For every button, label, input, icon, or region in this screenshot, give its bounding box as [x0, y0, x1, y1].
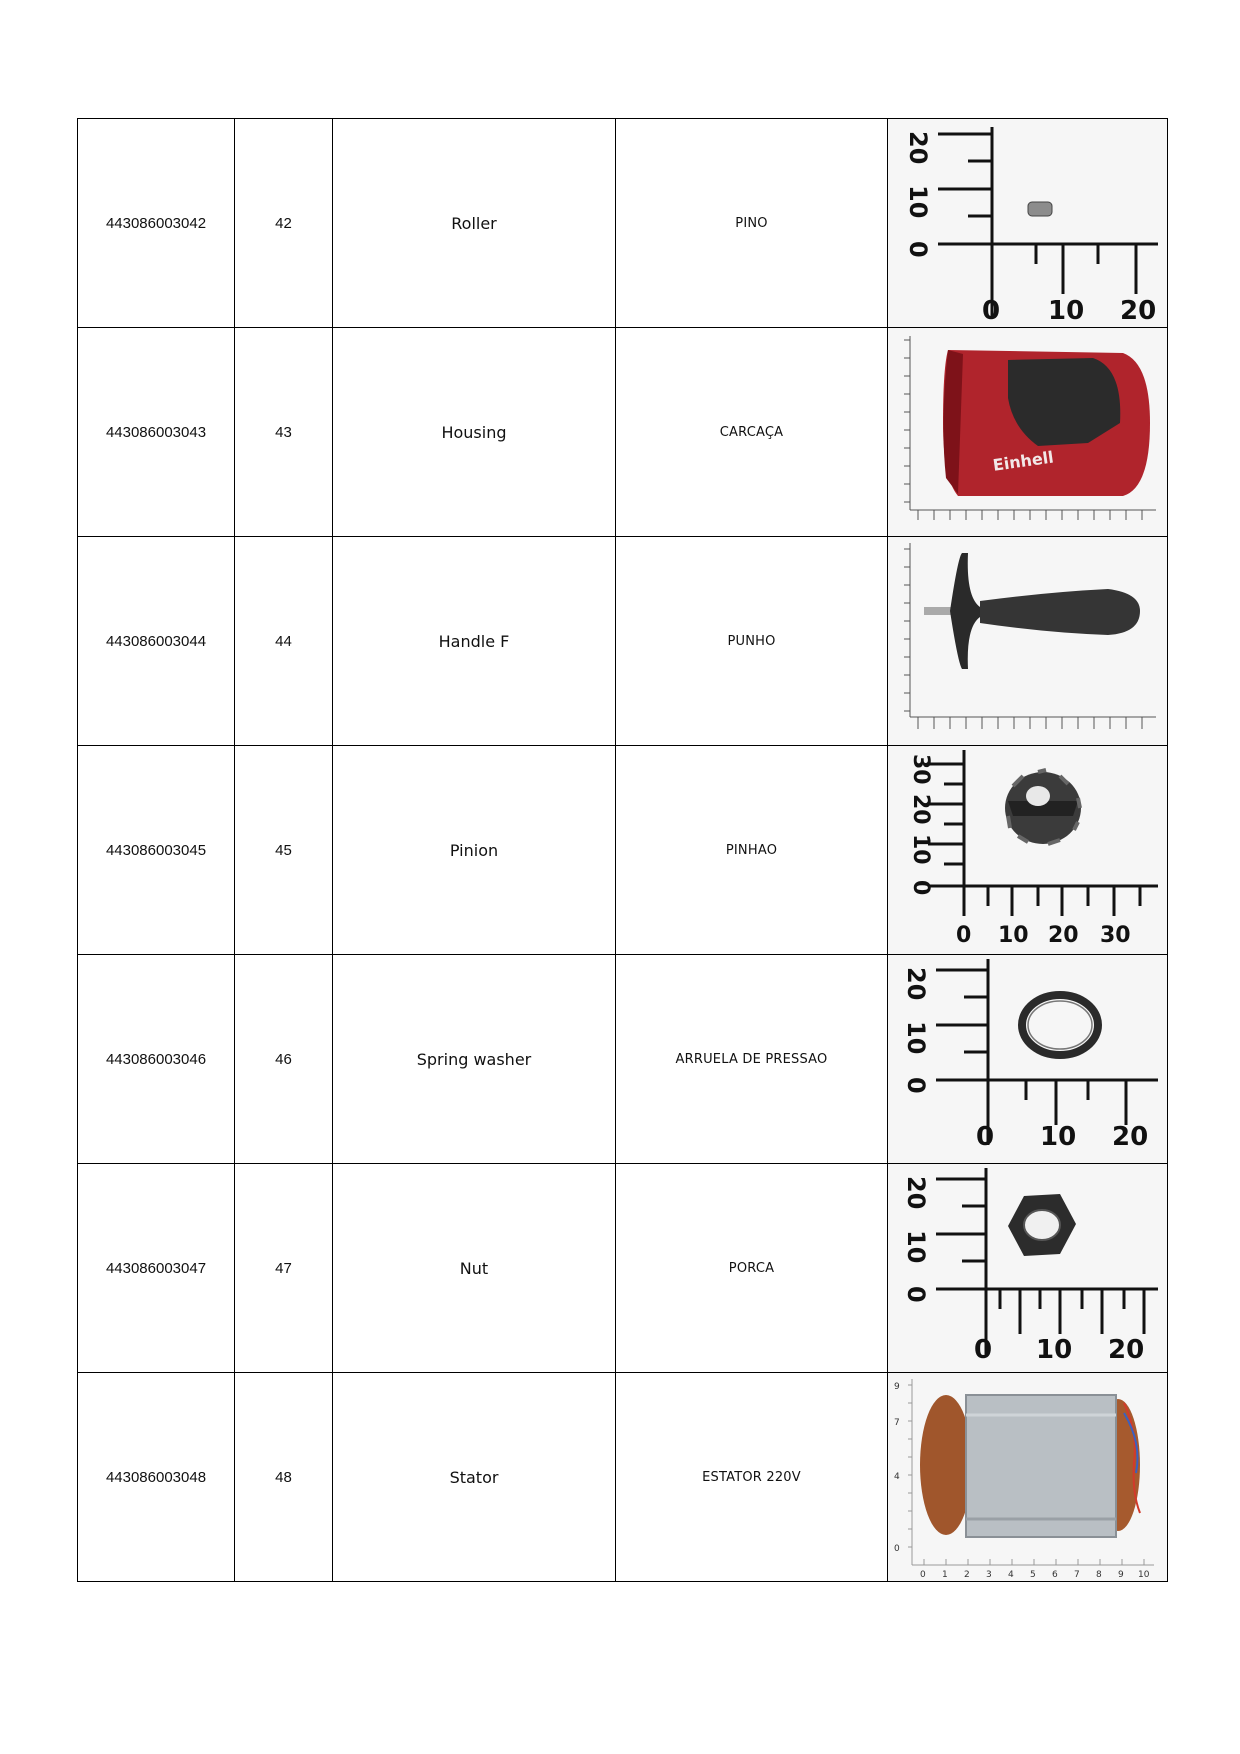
- stator-image: [888, 1373, 1158, 1581]
- part-number: 443086003047: [78, 1164, 235, 1373]
- scale-label-x: 5: [1030, 1570, 1036, 1580]
- scale-label-y: 20: [902, 967, 930, 1001]
- hex-nut-shape: [1008, 1194, 1076, 1256]
- position-number: 42: [235, 119, 333, 328]
- scale-label-x: 0: [974, 1335, 993, 1365]
- part-name-pt: ARRUELA DE PRESSAO: [616, 955, 888, 1164]
- housing-grip: [1008, 358, 1120, 446]
- scale-label-x: 10: [1040, 1122, 1077, 1152]
- scale-label-y: 20: [908, 794, 933, 825]
- scale-label-y: 30: [908, 754, 933, 785]
- table-row: [78, 119, 1168, 328]
- position-number: 45: [235, 746, 333, 955]
- part-name-pt: PORCA: [616, 1164, 888, 1373]
- handle-photo: [888, 537, 1168, 746]
- part-name-pt: PINHAO: [616, 746, 888, 955]
- scale-label-y: 20: [902, 1176, 930, 1210]
- scale-label-y: 0: [894, 1544, 900, 1554]
- parts-table: [77, 118, 1168, 1582]
- scale-label-x: 10: [1036, 1335, 1073, 1365]
- part-number: 443086003045: [78, 746, 235, 955]
- scale-label-x: 0: [982, 296, 1001, 326]
- table-row: [78, 537, 1168, 746]
- table-row: [78, 1164, 1168, 1373]
- housing-image: [888, 328, 1158, 536]
- scale-label-x: 10: [998, 923, 1029, 948]
- scale-label-x: 10: [1048, 296, 1085, 326]
- scale-label-x: 9: [1118, 1570, 1124, 1580]
- spring-washer-image: [888, 955, 1158, 1163]
- part-name-en: Roller: [333, 119, 616, 328]
- pinion-gear-shape: [1005, 770, 1081, 844]
- pinion-gear-photo: [888, 746, 1168, 955]
- scale-label-x: 30: [1100, 923, 1131, 948]
- part-number: 443086003042: [78, 119, 235, 328]
- table-row: [78, 746, 1168, 955]
- position-number: 43: [235, 328, 333, 537]
- scale-label-x: 7: [1074, 1570, 1080, 1580]
- part-number: 443086003043: [78, 328, 235, 537]
- part-name-en: Housing: [333, 328, 616, 537]
- scale-label-x: 2: [964, 1570, 970, 1580]
- table-row: [78, 328, 1168, 537]
- roller-pin-image: [888, 119, 1158, 327]
- stator-shape: [920, 1395, 1140, 1537]
- spring-washer-photo: [888, 955, 1168, 1164]
- scale-label-x: 20: [1108, 1335, 1145, 1365]
- einhell-logo: Einhell: [991, 447, 1055, 475]
- scale-label-x: 0: [920, 1570, 926, 1580]
- part-number: 443086003044: [78, 537, 235, 746]
- hex-nut-photo: [888, 1164, 1168, 1373]
- spring-washer-shape: [1022, 995, 1098, 1055]
- table-row: [78, 1373, 1168, 1582]
- position-number: 48: [235, 1373, 333, 1582]
- part-name-en: Handle F: [333, 537, 616, 746]
- scale-label-y: 10: [908, 834, 933, 865]
- scale-label-y: 10: [902, 1021, 930, 1055]
- part-name-pt: PINO: [616, 119, 888, 328]
- scale-label-y: 0: [908, 880, 933, 896]
- scale-label-y: 10: [902, 1230, 930, 1264]
- scale-label-y: 9: [894, 1382, 900, 1392]
- stator-photo: [888, 1373, 1168, 1582]
- position-number: 44: [235, 537, 333, 746]
- handle-threaded-stud: [924, 607, 952, 615]
- part-name-en: Spring washer: [333, 955, 616, 1164]
- scale-label-y: 0: [902, 1286, 930, 1303]
- pinion-image: [888, 746, 1158, 954]
- scale-label-y: 10: [904, 185, 932, 219]
- roller-pin-shape: [1028, 202, 1052, 216]
- roller-pin-photo: [888, 119, 1168, 328]
- scale-label-y: 0: [902, 1077, 930, 1094]
- scale-label-x: 1: [942, 1570, 948, 1580]
- housing-photo: [888, 328, 1168, 537]
- scale-label-x: 4: [1008, 1570, 1014, 1580]
- part-number: 443086003048: [78, 1373, 235, 1582]
- table-row: [78, 955, 1168, 1164]
- scale-label-x: 10: [1138, 1570, 1150, 1580]
- handle-image: [888, 537, 1158, 745]
- scale-label-x: 20: [1120, 296, 1157, 326]
- part-name-en: Pinion: [333, 746, 616, 955]
- scale-label-x: 8: [1096, 1570, 1102, 1580]
- handle-guard: [950, 553, 980, 669]
- part-name-pt: PUNHO: [616, 537, 888, 746]
- scale-label-x: 0: [956, 923, 972, 948]
- scale-label-x: 20: [1112, 1122, 1149, 1152]
- part-name-en: Nut: [333, 1164, 616, 1373]
- scale-label-y: 0: [904, 241, 932, 258]
- handle-grip: [980, 589, 1140, 635]
- hex-nut-image: [888, 1164, 1158, 1372]
- part-name-pt: ESTATOR 220V: [616, 1373, 888, 1582]
- scale-label-y: 20: [904, 131, 932, 165]
- scale-label-x: 0: [976, 1122, 995, 1152]
- scale-label-x: 6: [1052, 1570, 1058, 1580]
- part-name-pt: CARCAÇA: [616, 328, 888, 537]
- scale-label-x: 20: [1048, 923, 1079, 948]
- position-number: 46: [235, 955, 333, 1164]
- part-name-en: Stator: [333, 1373, 616, 1582]
- scale-label-y: 7: [894, 1418, 900, 1428]
- part-number: 443086003046: [78, 955, 235, 1164]
- position-number: 47: [235, 1164, 333, 1373]
- scale-label-x: 3: [986, 1570, 992, 1580]
- scale-label-y: 4: [894, 1472, 900, 1482]
